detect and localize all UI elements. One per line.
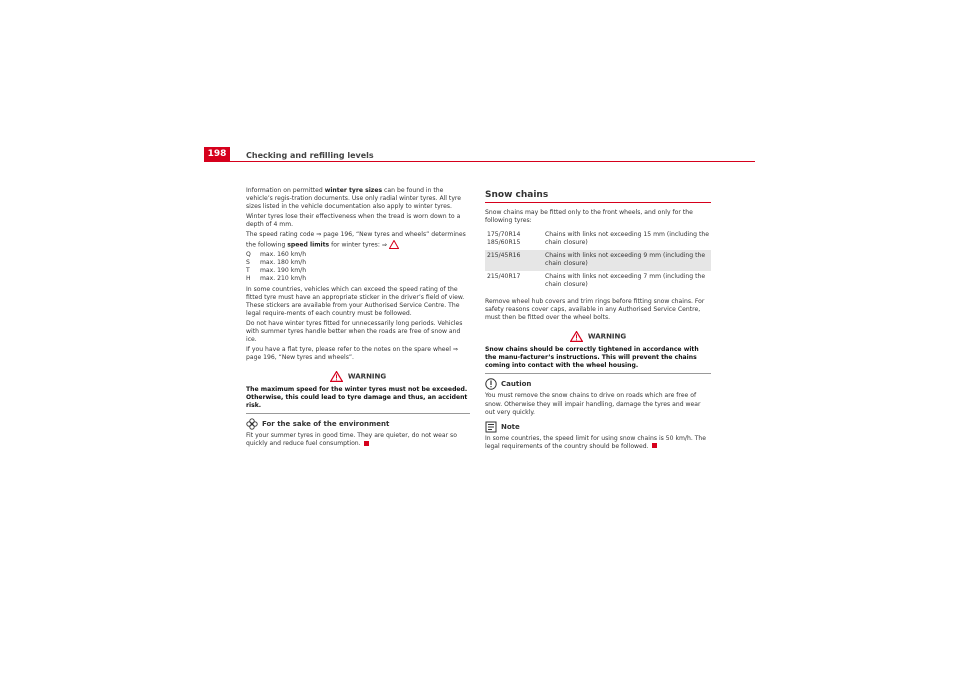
- section-title: Snow chains: [485, 190, 549, 200]
- tyre-size: 175/70R14 185/60R15: [487, 231, 521, 247]
- speed-limit: max. 160 km/h: [260, 251, 307, 259]
- warning-title: WARNING: [347, 372, 387, 381]
- speed-code: T: [246, 267, 250, 275]
- end-marker: [652, 443, 657, 448]
- fitting-period-paragraph: Do not have winter tyres fitted for unnecessarily long periods. Vehicles with summer tyres handle better when the roads are free of snow and ice.: [246, 319, 463, 344]
- warning-text: The maximum speed for the winter tyres must not be exceeded. Otherwise, this could lead to tyre damage and thus, an accident risk.: [246, 386, 468, 410]
- note-text: [485, 435, 711, 451]
- speed-code: H: [246, 275, 251, 283]
- header-rule: [204, 161, 755, 162]
- tyre-size: 215/45R16: [485, 250, 543, 271]
- speed-row: [246, 259, 470, 267]
- chain-description: Chains with links not exceeding 9 mm (including the chain closure): [543, 250, 711, 271]
- environment-heading: [246, 418, 470, 430]
- warning-box: [246, 368, 470, 414]
- speed-limit: max. 180 km/h: [260, 259, 307, 267]
- warning-box: [485, 328, 711, 374]
- note-heading: [485, 421, 711, 433]
- environment-text: [246, 432, 470, 448]
- environment-title: For the sake of the environment: [262, 420, 390, 429]
- text: for winter tyres: ⇒: [329, 241, 389, 249]
- snow-chain-table: [485, 229, 711, 292]
- flower-icon: [246, 418, 258, 430]
- exclamation-icon: [485, 378, 497, 390]
- caution-text: You must remove the snow chains to drive on roads which are free of snow. Otherwise they will impair handling, damage the tyres and wear out very quickly.: [485, 392, 701, 416]
- snow-chains-intro: Snow chains may be fitted only to the front wheels, and only for the following tyres:: [485, 209, 693, 225]
- speed-row: [246, 251, 470, 259]
- winter-tyre-sizes-paragraph: [246, 187, 470, 211]
- left-column: [246, 187, 470, 451]
- tread-depth-paragraph: Winter tyres lose their effectiveness when the tread is worn down to a depth of 4 mm.: [246, 213, 461, 229]
- warning-title: WARNING: [587, 332, 627, 341]
- section-rule: [485, 202, 711, 203]
- chain-description: Chains with links not exceeding 7 mm (including the chain closure): [545, 273, 706, 289]
- warning-heading: [485, 331, 711, 342]
- note-title: Note: [501, 422, 520, 431]
- speed-limit: max. 190 km/h: [260, 267, 307, 275]
- text: The speed rating code ⇒ page 196, “New tyres and wheels” determines the following: [246, 231, 466, 249]
- right-column: [485, 209, 711, 453]
- text: Fit your summer tyres in good time. They are quieter, do not wear so quickly and reduce fuel consumption.: [246, 432, 457, 448]
- chain-description: Chains with links not exceeding 15 mm (including the chain closure): [545, 231, 709, 247]
- text: Information on permitted: [246, 187, 325, 194]
- end-marker: [364, 441, 369, 446]
- note-icon: [485, 421, 497, 433]
- speed-code: Q: [246, 251, 251, 259]
- speed-rating-paragraph: [246, 231, 470, 249]
- speed-row: [246, 275, 470, 283]
- sticker-paragraph: In some countries, vehicles which can exceed the speed rating of the fitted tyre must have an appropriate sticker in the driver’s field of view. These stickers are available from your Authorised Service Centre. The legal require-ments of each country must be followed.: [246, 285, 465, 317]
- warning-triangle-icon: [570, 331, 583, 342]
- text: can be found in the vehicle’s regis-tration documents. Use only radial winter tyres. All tyre sizes listed in the vehicle documentation also apply to winter tyres.: [246, 187, 462, 211]
- page-number: 198: [204, 147, 230, 161]
- emphasis: speed limits: [287, 241, 330, 249]
- warning-triangle-icon: [389, 240, 399, 249]
- warning-triangle-icon: [330, 371, 343, 382]
- emphasis: winter tyre sizes: [324, 187, 383, 194]
- table-row: [485, 271, 711, 292]
- speed-row: [246, 267, 470, 275]
- hub-covers-paragraph: Remove wheel hub covers and trim rings before fitting snow chains. For safety reasons cover caps, available in any Authorised Service Centre, must then be fitted over the wheel bolts.: [485, 298, 705, 322]
- speed-limit: max. 210 km/h: [260, 275, 307, 283]
- speed-code: S: [246, 259, 250, 267]
- warning-heading: [246, 371, 470, 382]
- caution-title: Caution: [501, 380, 532, 389]
- table-row: [485, 250, 711, 271]
- warning-text: Snow chains should be correctly tightened in accordance with the manu-facturer’s instructions. This will prevent the chains coming into contact with the wheel housing.: [485, 346, 699, 370]
- speed-limit-list: [246, 251, 470, 283]
- flat-tyre-paragraph: If you have a flat tyre, please refer to the notes on the spare wheel ⇒ page 196, “New tyres and wheels”.: [246, 346, 459, 362]
- text: In some countries, the speed limit for using snow chains is 50 km/h. The legal requirements of the country should be followed.: [485, 434, 707, 450]
- tyre-size: 215/40R17: [487, 273, 521, 281]
- running-header: Checking and refilling levels: [246, 151, 374, 160]
- table-row: [485, 229, 711, 250]
- caution-heading: [485, 378, 711, 390]
